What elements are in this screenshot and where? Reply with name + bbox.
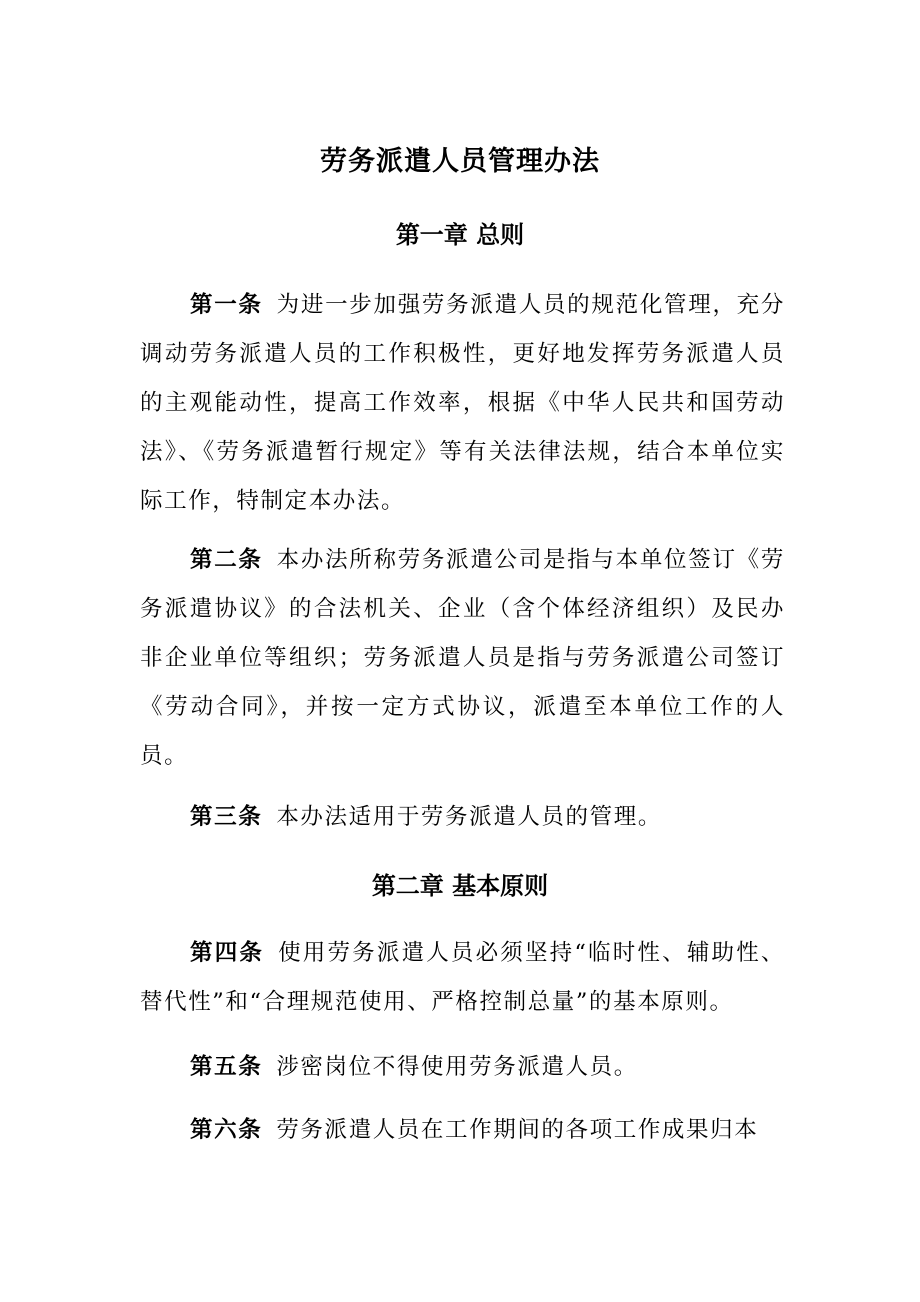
article-6	[140, 1106, 785, 1155]
article-label: 第一条	[190, 292, 263, 318]
article-2	[140, 536, 785, 781]
article-text: 使用劳务派遣人员必须坚持“临时性、辅助性、替代性”和“合理规范使用、严格控制总量”的基本原则。	[140, 940, 785, 1015]
article-1	[140, 281, 785, 526]
article-label: 第三条	[190, 804, 263, 830]
article-text: 本办法所称劳务派遣公司是指与本单位签订《劳务派遣协议》的合法机关、企业（含个体经济组织）及民办非企业单位等组织；劳务派遣人员是指与劳务派遣公司签订《劳动合同》，并按一定方式协议，派遣至本单位工作的人员。	[140, 547, 785, 769]
article-text: 劳务派遣人员在工作期间的各项工作成果归本	[276, 1117, 759, 1143]
article-text: 为进一步加强劳务派遣人员的规范化管理，充分调动劳务派遣人员的工作积极性，更好地发挥劳务派遣人员的主观能动性，提高工作效率，根据《中华人民共和国劳动法》、《劳务派遣暂行规定》等有关法律法规，结合本单位实际工作，特制定本办法。	[140, 292, 785, 514]
article-label: 第二条	[190, 547, 263, 573]
article-4	[140, 929, 785, 1027]
article-3	[140, 793, 785, 842]
chapter-title-2: 第二章 基本原则	[371, 871, 549, 900]
article-text: 涉密岗位不得使用劳务派遣人员。	[276, 1054, 638, 1080]
article-label: 第四条	[190, 940, 265, 966]
article-label: 第五条	[190, 1054, 263, 1080]
article-label: 第六条	[190, 1117, 263, 1143]
article-text: 本办法适用于劳务派遣人员的管理。	[276, 804, 662, 830]
chapter-title-1: 第一章 总则	[395, 220, 525, 249]
article-5	[140, 1043, 785, 1092]
document-title: 劳务派遣人员管理办法	[320, 146, 600, 177]
